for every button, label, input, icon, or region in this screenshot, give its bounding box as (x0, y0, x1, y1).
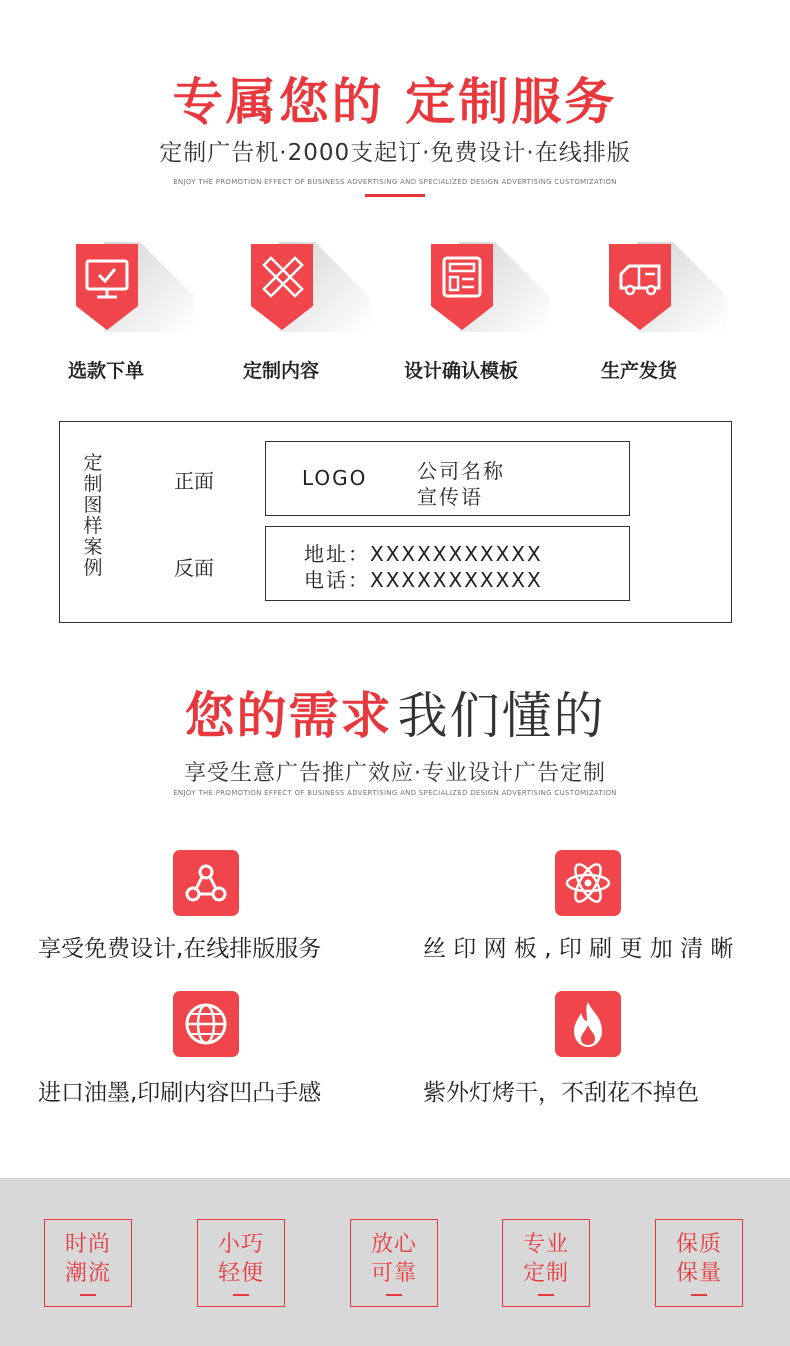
section2-title-red: 您的需求 (184, 687, 393, 745)
sample-vertical-label: 定制图样案例 (83, 452, 103, 579)
flame-icon (555, 991, 621, 1057)
main-title: 专属您的 定制服务 (172, 73, 618, 131)
back-phone: 电话：XXXXXXXXXXX (304, 568, 543, 592)
step-label-ship: 生产发货 (600, 360, 677, 382)
tag-line-1: 放心 (370, 1232, 417, 1257)
tag-reliable (350, 1219, 438, 1307)
section2-title (0, 676, 790, 748)
step-label-select: 选款下单 (67, 360, 144, 382)
atom-icon (555, 850, 621, 916)
tag-compact (197, 1219, 285, 1307)
tag-line-1: 专业 (522, 1232, 569, 1257)
tag-line-1: 小巧 (217, 1232, 264, 1257)
section2-title-dark: 我们懂的 (397, 687, 606, 745)
section2-subtitle: 享受生意广告推广效应·专业设计广告定制 (184, 761, 606, 786)
template-layout-icon (431, 244, 493, 330)
monitor-check-icon (76, 244, 138, 330)
front-label: 正面 (174, 469, 214, 493)
tag-professional (502, 1219, 590, 1307)
tag-fashion (44, 1219, 132, 1307)
tag-dash (538, 1294, 554, 1296)
section2-english-tagline: ENJOY THE PROMOTION EFFECT OF BUSINESS ADVERTISING AND SPECIALIZED DESIGN ADVERTISING CUSTOMIZATION (173, 789, 617, 797)
front-logo: LOGO (302, 466, 368, 490)
feature-text-uv-dry: 紫外灯烤干，不刮花不掉色 (423, 1080, 699, 1106)
tag-line-2: 保量 (675, 1261, 722, 1286)
pencil-ruler-icon (251, 244, 313, 330)
back-address: 地址：XXXXXXXXXXX (304, 542, 543, 566)
english-tagline: ENJOY THE PROMOTION EFFECT OF BUSINESS ADVERTISING AND SPECIALIZED DESIGN ADVERTISING CUSTOMIZATION (173, 178, 617, 186)
globe-icon (173, 991, 239, 1057)
step-label-customize: 定制内容 (242, 360, 319, 382)
title-underline (365, 194, 425, 197)
tag-line-2: 可靠 (370, 1261, 417, 1286)
tag-dash (691, 1294, 707, 1296)
front-company-name: 公司名称 (417, 459, 505, 483)
delivery-truck-icon (609, 244, 671, 330)
feature-text-free-design: 享受免费设计,在线排版服务 (38, 936, 322, 962)
back-label: 反面 (174, 556, 214, 580)
tag-dash (386, 1294, 402, 1296)
tag-line-1: 时尚 (64, 1232, 111, 1257)
tag-line-2: 潮流 (64, 1261, 111, 1286)
feature-text-imported-ink: 进口油墨,印刷内容凹凸手感 (38, 1080, 322, 1106)
tag-quality (655, 1219, 743, 1307)
main-subtitle: 定制广告机·2000支起订·免费设计·在线排版 (159, 140, 631, 166)
feature-text-screen-print: 丝 印 网 板 , 印 刷 更 加 清 晰 (423, 936, 734, 962)
share-nodes-icon (173, 850, 239, 916)
front-card (265, 441, 630, 516)
tag-dash (80, 1294, 96, 1296)
step-label-confirm: 设计确认模板 (403, 360, 518, 382)
tag-line-1: 保质 (675, 1232, 722, 1257)
sample-design-box (59, 421, 732, 623)
tag-line-2: 定制 (522, 1261, 569, 1286)
tag-line-2: 轻便 (217, 1261, 264, 1286)
tag-dash (233, 1294, 249, 1296)
front-slogan: 宣传语 (417, 485, 483, 509)
back-card (265, 526, 630, 601)
